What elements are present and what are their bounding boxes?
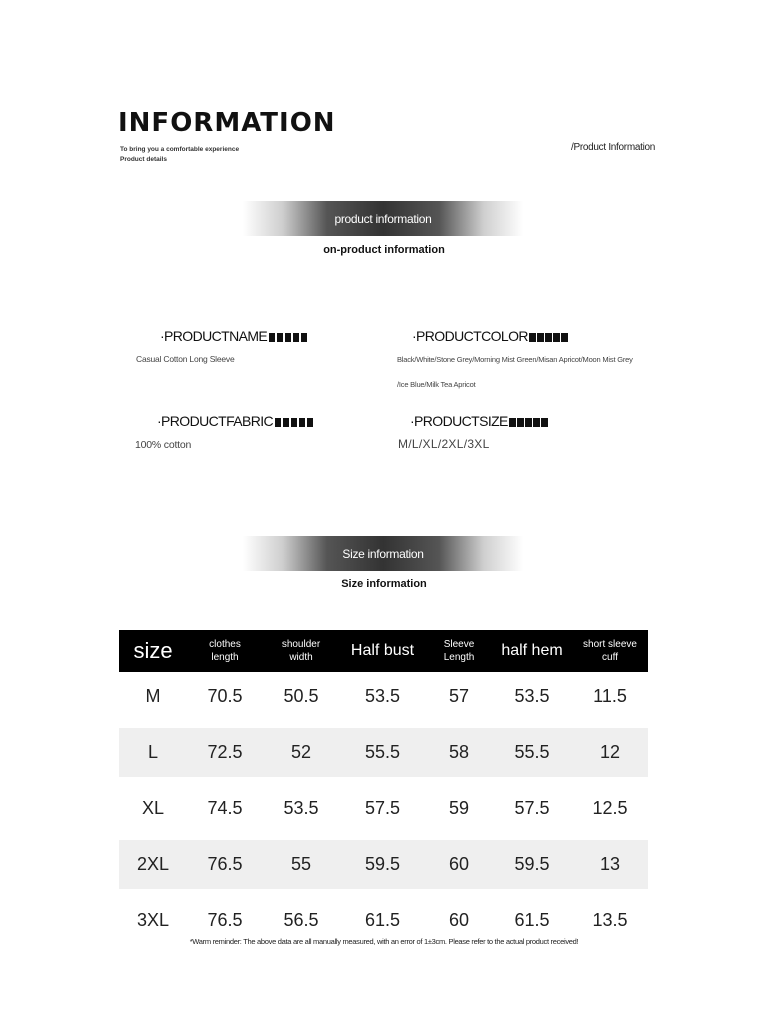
cell-half-hem: 53.5 — [514, 686, 550, 706]
product-name-label: ·PRODUCTNAME — [160, 328, 268, 344]
cell-half-hem: 59.5 — [492, 837, 572, 893]
tagline-details: Product details — [120, 156, 167, 163]
page-title: INFORMATION — [118, 108, 336, 138]
section-subheading: on-product information — [323, 244, 445, 256]
header-line: Sleeve — [443, 638, 475, 650]
product-information-banner — [243, 201, 523, 236]
cell-shoulder-width: 55 — [263, 837, 339, 893]
cell-half-bust: 53.5 — [364, 686, 401, 706]
cell-half-bust: 61.5 — [364, 910, 401, 930]
header-line: short sleeve — [583, 638, 637, 650]
size-chart-table — [119, 630, 648, 945]
cell-half-hem: 61.5 — [514, 910, 550, 930]
product-color-value: Black/White/Stone Grey/Morning Mist Green/Misan Apricot/Moon Mist Grey — [397, 355, 633, 364]
table-row — [119, 781, 648, 837]
header-half-hem: half hem — [492, 630, 572, 672]
header-line: width — [289, 652, 313, 663]
header-sleeve-length — [426, 630, 492, 672]
cell-short-sleeve-cuff: 13 — [572, 837, 648, 893]
table-row — [119, 837, 648, 893]
header-line: Length — [443, 652, 475, 663]
warm-reminder-footnote: *Warm reminder: The above data are all manually measured, with an error of 1±3cm. Please refer to the actual product received! — [189, 937, 579, 946]
cell-shoulder-width: 50.5 — [283, 686, 319, 706]
size-table-header — [119, 630, 648, 672]
table-row — [119, 672, 648, 725]
cell-size: 2XL — [119, 837, 187, 893]
cell-clothes-length: 70.5 — [207, 686, 243, 706]
product-color-heading — [412, 328, 568, 344]
cell-size: XL — [141, 798, 165, 818]
product-size-label: ·PRODUCTSIZE — [410, 413, 508, 429]
size-information-banner — [243, 536, 523, 571]
product-size-value: M/L/XL/2XL/3XL — [398, 437, 490, 451]
cell-shoulder-width: 52 — [263, 725, 339, 781]
cell-short-sleeve-cuff: 12 — [572, 725, 648, 781]
cell-half-hem: 55.5 — [492, 725, 572, 781]
size-subheading: Size information — [341, 578, 427, 590]
cell-sleeve-length: 59 — [448, 798, 470, 818]
cell-half-hem: 57.5 — [514, 798, 550, 818]
header-line: cuff — [602, 652, 618, 663]
header-clothes-length — [187, 630, 263, 672]
tagline: To bring you a comfortable experience — [120, 146, 240, 153]
header-line: length — [211, 652, 239, 663]
product-color-value-cont: /Ice Blue/Milk Tea Apricot — [397, 380, 476, 389]
table-row — [119, 725, 648, 781]
banner-label: Size information — [342, 546, 424, 561]
cell-sleeve-length: 60 — [448, 910, 470, 930]
cell-clothes-length: 74.5 — [207, 798, 243, 818]
header-line: clothes — [209, 638, 241, 650]
cell-short-sleeve-cuff: 12.5 — [592, 798, 628, 818]
cell-half-bust: 55.5 — [339, 725, 426, 781]
cell-size: 3XL — [136, 910, 170, 930]
product-name-heading — [160, 328, 307, 344]
cell-shoulder-width: 53.5 — [283, 798, 319, 818]
cell-clothes-length: 76.5 — [187, 837, 263, 893]
product-name-value: Casual Cotton Long Sleeve — [136, 354, 235, 364]
cell-shoulder-width: 56.5 — [283, 910, 319, 930]
cell-half-bust: 57.5 — [364, 798, 401, 818]
header-size: size — [119, 630, 187, 672]
product-size-heading — [410, 413, 548, 429]
banner-label: product information — [334, 211, 432, 226]
product-information-label: /Product Information — [571, 142, 656, 153]
product-fabric-value: 100% cotton — [135, 439, 192, 451]
cell-short-sleeve-cuff: 11.5 — [593, 686, 627, 706]
cell-sleeve-length: 57 — [448, 686, 470, 706]
cell-clothes-length: 76.5 — [207, 910, 243, 930]
cell-size: M — [145, 686, 161, 706]
cell-short-sleeve-cuff: 13.5 — [592, 910, 628, 930]
product-fabric-heading — [157, 413, 313, 429]
product-color-label: ·PRODUCTCOLOR — [412, 328, 528, 344]
cell-sleeve-length: 58 — [426, 725, 492, 781]
product-fabric-label: ·PRODUCTFABRIC — [157, 413, 274, 429]
header-short-sleeve-cuff — [572, 630, 648, 672]
cell-sleeve-length: 60 — [426, 837, 492, 893]
cell-half-bust: 59.5 — [339, 837, 426, 893]
cell-clothes-length: 72.5 — [187, 725, 263, 781]
header-shoulder-width — [263, 630, 339, 672]
header-half-bust: Half bust — [339, 630, 426, 672]
header-line: shoulder — [281, 638, 321, 650]
cell-size: L — [119, 725, 187, 781]
